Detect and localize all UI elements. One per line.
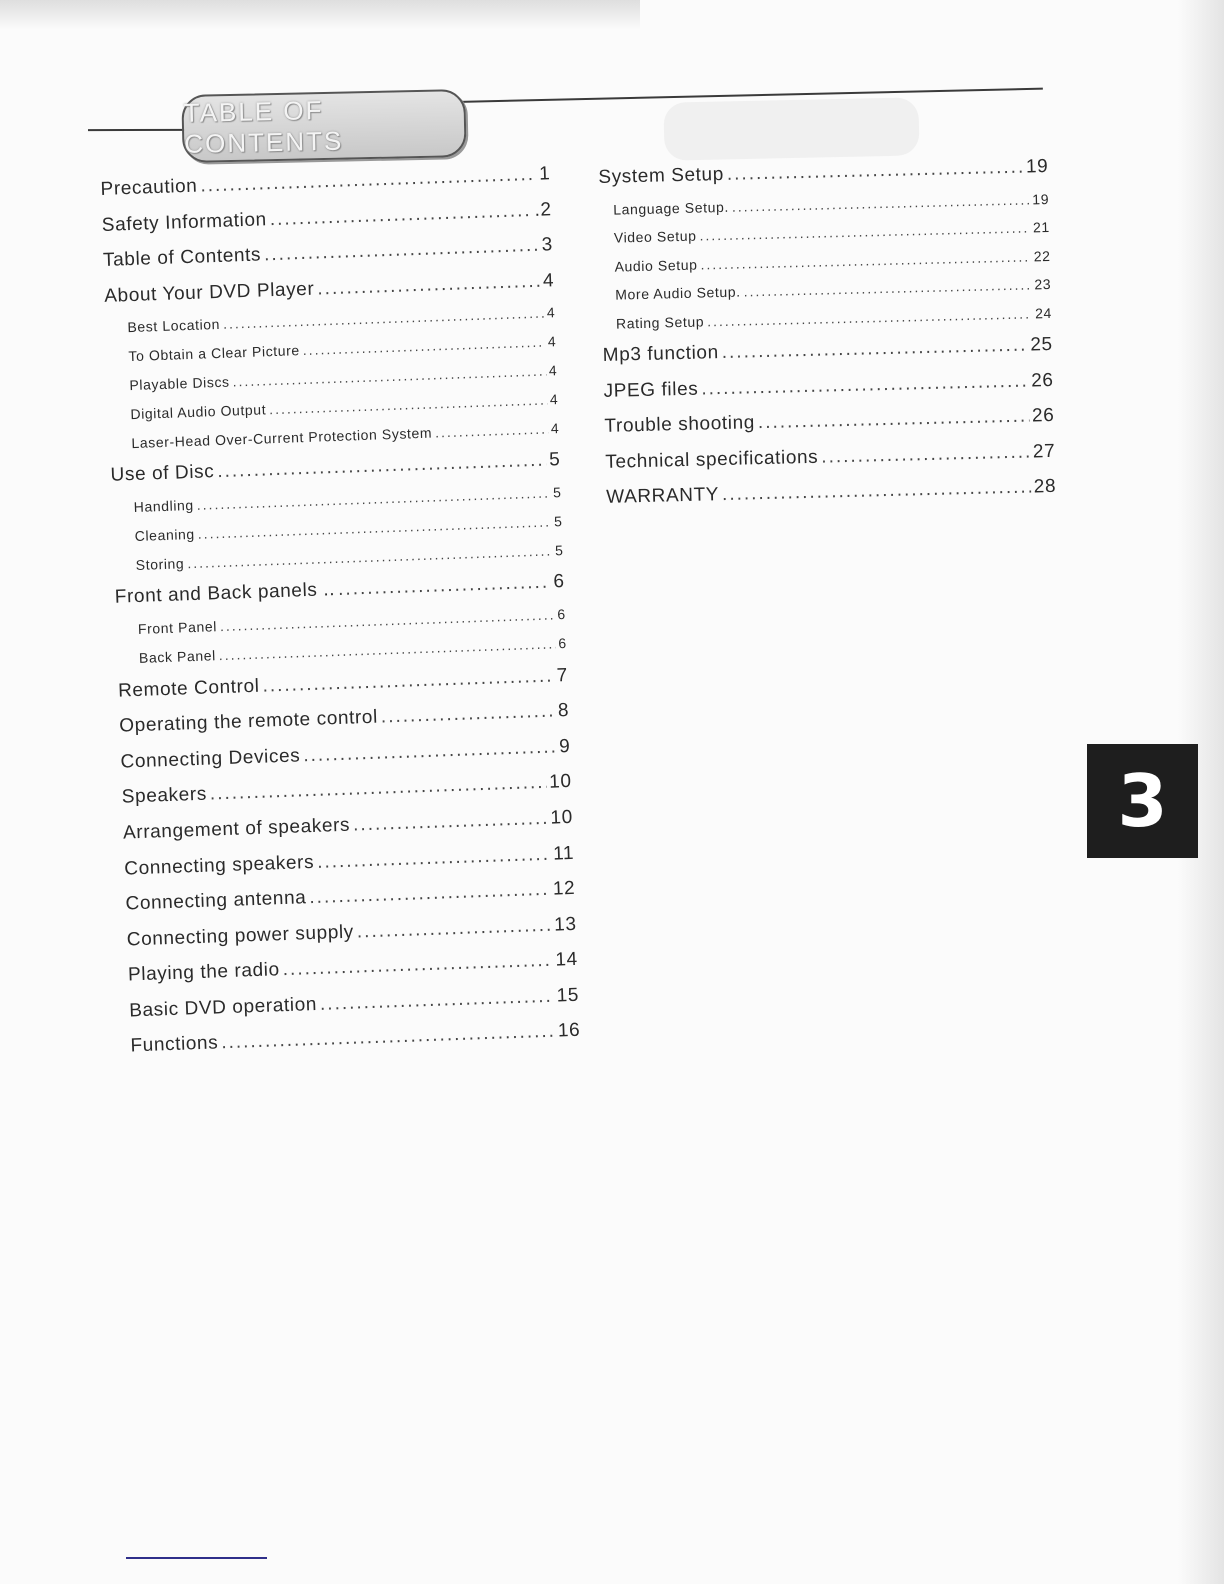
toc-entry-label: Back Panel [138,646,217,666]
bleed-through-banner [663,97,919,160]
toc-entry-label: Rating Setup [615,312,705,332]
toc-entry-page: 19 [1032,190,1050,207]
toc-entry-page: 16 [557,1020,581,1043]
toc-entry-page: 10 [548,771,572,793]
toc-entry-label: Language Setup. [613,198,730,218]
toc-entry-page: 24 [1034,304,1053,321]
toc-entry-label: Mp3 function [602,342,719,366]
toc-entry-label: Cleaning [134,525,196,544]
toc-entry-label: Precaution [100,175,198,200]
toc-entry-page: 4 [549,390,559,408]
toc-entry-label: Playable Discs [129,373,230,394]
toc-entry-page: 23 [1034,275,1052,293]
toc-banner [181,89,466,163]
toc-right-column [598,149,1057,515]
toc-entry-label: JPEG files [603,378,699,402]
toc-entry-page: 28 [1033,475,1057,498]
dot-leader [435,414,549,447]
toc-entry-page: 25 [1030,333,1053,356]
toc-entry-label: Connecting Devices [120,745,301,773]
toc-entry-page: 5 [554,541,564,558]
toc-entry-page: 6 [558,634,567,652]
toc-entry-label: More Audio Setup. [615,283,741,303]
toc-entry-label: Operating the remote control [118,706,379,737]
toc-entry-page: 5 [548,449,561,471]
toc-entry-page: 15 [556,984,580,1007]
toc-entry-label: Safety Information [101,208,268,236]
toc-entry-label: Technical specifications [605,446,819,473]
page-number-tab [1087,744,1198,858]
page-number: 3 [1117,759,1168,843]
toc-entry-page: 4 [550,419,560,436]
toc-entry-page: 13 [553,913,577,936]
toc-entry-page: 6 [553,571,565,593]
toc-entry-page: .2 [534,198,552,221]
toc-entry-label: Storing [135,554,185,573]
toc-entry-label: Digital Audio Output [130,401,267,422]
toc-entry-page: 12 [552,877,576,900]
toc-entry-label: About Your DVD Player [103,278,315,307]
toc-entry-page: 7 [556,664,569,686]
toc-entry-page: 14 [555,949,579,971]
toc-entry-label: Use of Disc [110,461,215,487]
toc-entry-label: Basic DVD operation [128,993,318,1022]
toc-left-column [100,156,581,1064]
toc-entry-label: Handling [133,496,195,515]
footer-rule [126,1557,267,1559]
toc-entry-label: Trouble shooting [604,412,756,437]
toc-entry-label: Audio Setup [614,256,698,275]
toc-entry-page: 22 [1033,247,1051,264]
toc-entry-label: Connecting speakers [123,851,315,880]
toc-entry-page: 21 [1032,218,1050,236]
toc-entry-label: Front Panel [137,618,218,637]
toc-entry-label: Best Location [127,316,221,336]
toc-entry-label: WARRANTY [605,484,720,508]
scan-shadow-top [0,0,640,30]
toc-entry-label: Playing the radio [127,959,281,986]
toc-entry-page: 19 [1025,156,1049,178]
toc-entry-page: 5 [552,484,562,501]
toc-entry-label: Functions [130,1032,219,1057]
toc-entry-page: 4 [548,362,558,379]
toc-entry-label: Table of Contents [102,244,262,272]
toc-entry-page: 6 [557,605,566,623]
toc-entry-page: 4 [542,270,555,292]
toc-entry-label: Arrangement of speakers [122,814,351,844]
toc-entry-label: System Setup [598,163,725,188]
toc-entry-label: Remote Control [117,675,260,702]
toc-entry-label: Connecting power supply [126,921,355,951]
toc-banner-title: TABLE OF CONTENTS [183,95,344,159]
toc-entry-page: 11 [552,842,575,865]
toc-entry-page: 10 [550,806,574,829]
toc-entry-page: 26 [1031,404,1055,427]
toc-entry-page: 4 [546,304,556,321]
toc-entry-page: 9 [558,735,571,758]
toc-entry-label: Laser-Head Over-Current Protection System [131,424,433,451]
toc-entry-label: Connecting antenna [125,887,307,915]
toc-entry-page: 1 [538,163,551,185]
toc-entry-label: Video Setup [613,227,697,246]
toc-entry-label: To Obtain a Clear Picture [128,342,301,365]
header-rule-left [88,129,188,131]
dot-leader [722,470,1032,513]
toc-entry-page: 27 [1032,440,1056,462]
toc-entry-page: 8 [557,700,570,722]
dot-leader [821,434,1031,475]
toc-entry-label: Front and Back panels .. [114,579,336,609]
dot-leader [380,694,555,736]
toc-entry-page: 26 [1030,369,1054,391]
toc-entry-page: 5 [553,512,563,530]
toc-entry-page: 4 [547,333,557,350]
toc-entry-label: Speakers [121,783,208,808]
toc-entry-page: 3 [541,234,554,256]
